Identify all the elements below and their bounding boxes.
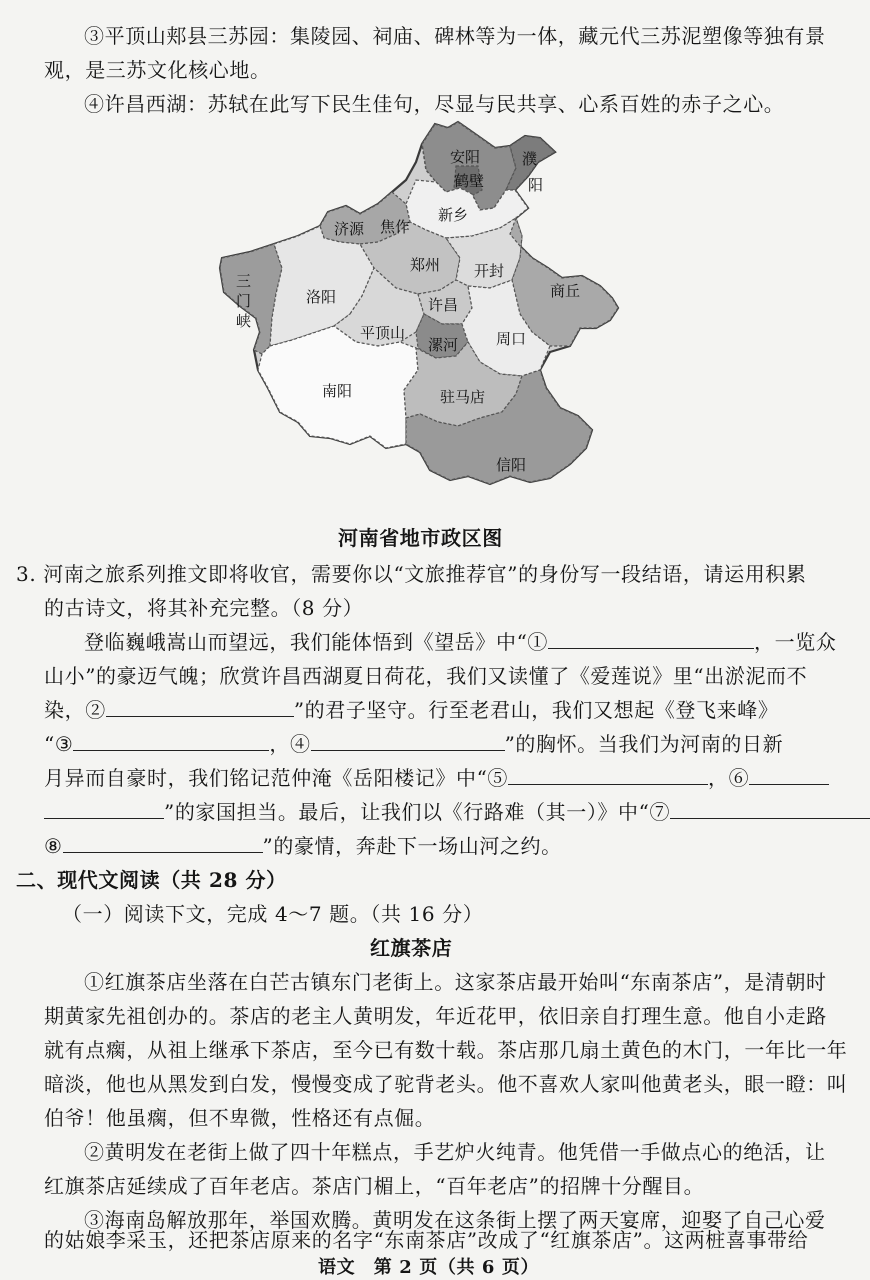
label-xuchang: 许昌 bbox=[428, 296, 459, 314]
blank-2[interactable] bbox=[106, 696, 294, 717]
blank-6a[interactable] bbox=[749, 764, 829, 785]
blank-7[interactable] bbox=[670, 798, 870, 819]
fill-paragraph-line-2: 山小”的豪迈气魄；欣赏许昌西湖夏日荷花，我们又读懂了《爱莲说》里“出淤泥而不 bbox=[44, 664, 808, 688]
article-line-7: 红旗茶店延续成了百年老店。茶店门楣上，“百年老店”的招牌十分醒目。 bbox=[44, 1174, 705, 1198]
label-jiaozuo: 焦作 bbox=[380, 218, 411, 236]
label-luoyang: 洛阳 bbox=[306, 288, 337, 306]
fill-paragraph-line-5: 月异而自豪时，我们铭记范仲淹《岳阳楼记》中“⑤ ，⑥ bbox=[44, 764, 829, 792]
label-puyang-2: 阳 bbox=[528, 176, 544, 194]
section2-subheading: （一）阅读下文，完成 4～7 题。（共 16 分） bbox=[62, 902, 484, 926]
label-kaifeng: 开封 bbox=[474, 262, 505, 280]
label-zhoukou: 周口 bbox=[496, 330, 527, 348]
page-footer: 语文 第 2 页（共 6 页） bbox=[318, 1257, 540, 1278]
label-pingdingshan: 平顶山 bbox=[360, 324, 406, 342]
label-xinyang: 信阳 bbox=[496, 456, 527, 474]
article-line-3: 就有点瘸，从祖上继承下茶店，至今已有数十载。茶店那几扇土黄色的木门，一年比一年 bbox=[44, 1038, 848, 1062]
henan-map bbox=[210, 118, 630, 518]
article-line-8: ③海南岛解放那年，举国欢腾。黄明发在这条街上摆了两天宴席，迎娶了自己心爱 bbox=[84, 1208, 826, 1232]
fill-paragraph-line-3: 染，② ”的君子坚守。行至老君山，我们又想起《登飞来峰》 bbox=[44, 698, 779, 722]
article-line-5: 伯爷！他虽瘸，但不卑微，性格还有点倔。 bbox=[44, 1106, 436, 1130]
label-jiyuan: 济源 bbox=[334, 220, 365, 238]
fill-paragraph-line-6: ”的家国担当。最后，让我们以《行路难（其一）》中“⑦ bbox=[44, 798, 870, 826]
map-caption: 河南省地市政区图 bbox=[338, 526, 503, 550]
blank-5[interactable] bbox=[508, 764, 708, 785]
label-zhengzhou: 郑州 bbox=[410, 256, 441, 274]
article-line-6: ②黄明发在老街上做了四十年糕点，手艺炉火纯青。他凭借一手做点心的绝活，让 bbox=[84, 1140, 826, 1164]
label-zhumadian: 驻马店 bbox=[440, 388, 486, 406]
label-sanmenxia-3: 峡 bbox=[236, 312, 252, 330]
label-sanmenxia-2: 门 bbox=[236, 292, 252, 310]
section2-heading: 二、现代文阅读（共 28 分） bbox=[16, 868, 287, 892]
blank-3[interactable] bbox=[73, 730, 269, 751]
intro-item-4: ④许昌西湖：苏轼在此写下民生佳句，尽显与民共享、心系百姓的赤子之心。 bbox=[84, 92, 785, 116]
blank-1[interactable] bbox=[548, 628, 754, 649]
label-shangqiu: 商丘 bbox=[550, 282, 581, 300]
article-line-1: ①红旗茶店坐落在白芒古镇东门老街上。这家茶店最开始叫“东南茶店”，是清朝时 bbox=[84, 970, 827, 994]
blank-8[interactable] bbox=[63, 832, 263, 853]
question3-line-2: 的古诗文，将其补充完整。（8 分） bbox=[44, 596, 364, 620]
label-nanyang: 南阳 bbox=[322, 382, 353, 400]
label-sanmenxia-1: 三 bbox=[236, 272, 252, 290]
blank-6b[interactable] bbox=[44, 798, 164, 819]
blank-4[interactable] bbox=[311, 730, 505, 751]
intro-item-3-line-2: 观，是三苏文化核心地。 bbox=[44, 58, 271, 82]
fill-paragraph-line-1: 登临巍峨嵩山而望远，我们能体悟到《望岳》中“① ，一览众 bbox=[84, 630, 837, 654]
question3-line-1: 3. 河南之旅系列推文即将收官，需要你以“文旅推荐官”的身份写一段结语，请运用积累 bbox=[16, 562, 807, 586]
fill-paragraph-line-4: “③ ，④ ”的胸怀。当我们为河南的日新 bbox=[44, 732, 784, 756]
label-hebi: 鹤壁 bbox=[454, 172, 485, 190]
label-anyang: 安阳 bbox=[450, 148, 481, 166]
article-title: 红旗茶店 bbox=[370, 936, 453, 960]
intro-item-3-line-1: ③平顶山郏县三苏园：集陵园、祠庙、碑林等为一体，藏元代三苏泥塑像等独有景 bbox=[84, 24, 826, 48]
label-puyang-1: 濮 bbox=[522, 150, 538, 168]
fill-paragraph-line-7: ⑧ ”的豪情，奔赴下一场山河之约。 bbox=[44, 834, 562, 858]
label-xinxiang: 新乡 bbox=[438, 206, 469, 224]
article-line-4: 暗淡，他也从黑发到白发，慢慢变成了驼背老头。他不喜欢人家叫他黄老头，眼一瞪：叫 bbox=[44, 1072, 848, 1096]
article-line-9: 的姑娘李采玉，还把茶店原来的名字“东南茶店”改成了“红旗茶店”。这两桩喜事带给 bbox=[44, 1228, 809, 1252]
article-line-2: 期黄家先祖创办的。茶店的老主人黄明发，年近花甲，依旧亲自打理生意。他自小走路 bbox=[44, 1004, 827, 1028]
label-luohe: 漯河 bbox=[428, 336, 459, 354]
